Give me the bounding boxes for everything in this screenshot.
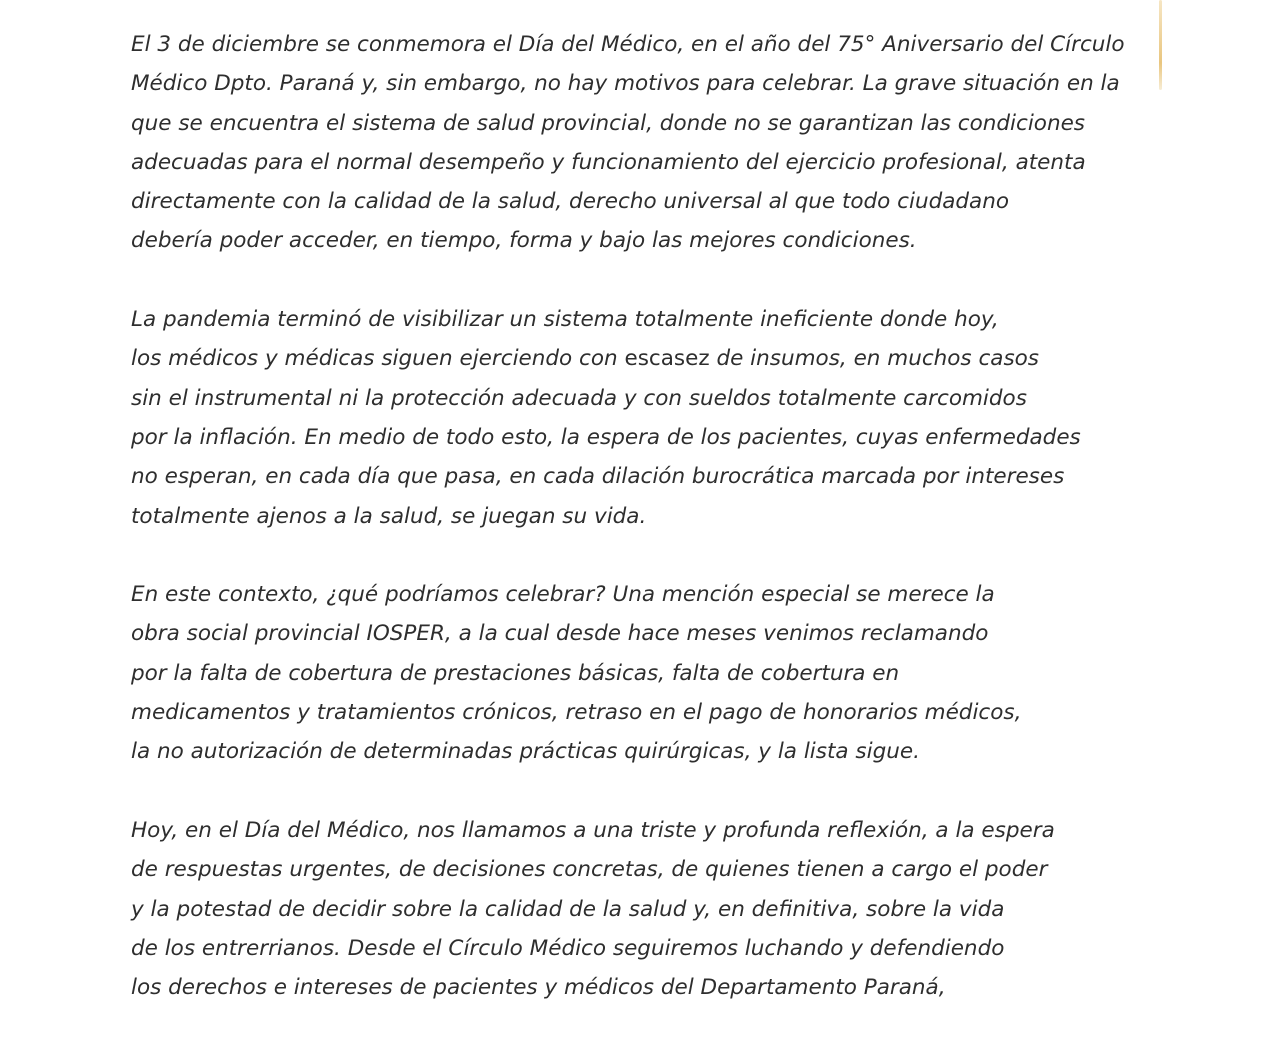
text-line: obra social provincial IOSPER, a la cual desde hace meses venimos reclamando xyxy=(131,621,989,647)
text-line: totalmente ajenos a la salud, se juegan su vida. xyxy=(131,503,647,529)
paragraph-2 xyxy=(131,300,1141,536)
text-line: la no autorización de determinadas prácticas quirúrgicas, y la lista sigue. xyxy=(131,739,920,765)
text-line: por la falta de cobertura de prestaciones básicas, falta de cobertura en xyxy=(131,660,900,686)
paragraph-1 xyxy=(131,25,1141,261)
text-line-mixed xyxy=(131,339,1141,378)
text-line: directamente con la calidad de la salud, derecho universal al que todo ciudadano xyxy=(131,189,1010,215)
text-line: medicamentos y tratamientos crónicos, retraso en el pago de honorarios médicos, xyxy=(131,700,1022,726)
text-line: La pandemia terminó de visibilizar un sistema totalmente ineficiente donde hoy, xyxy=(131,307,999,333)
text-line: los derechos e intereses de pacientes y médicos del Departamento Paraná, xyxy=(131,975,946,1001)
text-line: de los entrerrianos. Desde el Círculo Médico seguiremos luchando y defendiendo xyxy=(131,935,1005,961)
text-line: adecuadas para el normal desempeño y funcionamiento del ejercicio profesional, atenta xyxy=(131,149,1086,175)
text-line: por la inflación. En medio de todo esto, la espera de los pacientes, cuyas enfermedades xyxy=(131,424,1081,450)
article-body xyxy=(131,25,1141,1047)
text-line: que se encuentra el sistema de salud provincial, donde no se garantizan las condiciones xyxy=(131,110,1086,136)
scroll-indicator-bar xyxy=(1159,0,1162,90)
text-segment: de insumos, en muchos casos xyxy=(709,346,1040,372)
text-line: y la potestad de decidir sobre la calidad de la salud y, en definitiva, sobre la vida xyxy=(131,896,1005,922)
text-line: sin el instrumental ni la protección adecuada y con sueldos totalmente carcomidos xyxy=(131,385,1027,411)
text-line: Médico Dpto. Paraná y, sin embargo, no hay motivos para celebrar. La grave situación en la xyxy=(131,71,1120,97)
text-line: El 3 de diciembre se conmemora el Día del Médico, en el año del 75° Aniversario del Círculo xyxy=(131,32,1125,57)
paragraph-3 xyxy=(131,575,1141,771)
text-line: no esperan, en cada día que pasa, en cada dilación burocrática marcada por intereses xyxy=(131,464,1065,490)
text-segment: los médicos y médicas siguen ejerciendo con xyxy=(131,346,618,372)
text-line: de respuestas urgentes, de decisiones concretas, de quienes tienen a cargo el poder xyxy=(131,857,1048,883)
paragraph-4 xyxy=(131,811,1141,1007)
text-line: debería poder acceder, en tiempo, forma y bajo las mejores condiciones. xyxy=(131,228,917,254)
text-line: En este contexto, ¿qué podríamos celebrar? Una mención especial se merece la xyxy=(131,582,995,608)
text-line: Hoy, en el Día del Médico, nos llamamos a una triste y profunda reflexión, a la espera xyxy=(131,817,1055,843)
upright-word: escasez xyxy=(624,346,710,372)
